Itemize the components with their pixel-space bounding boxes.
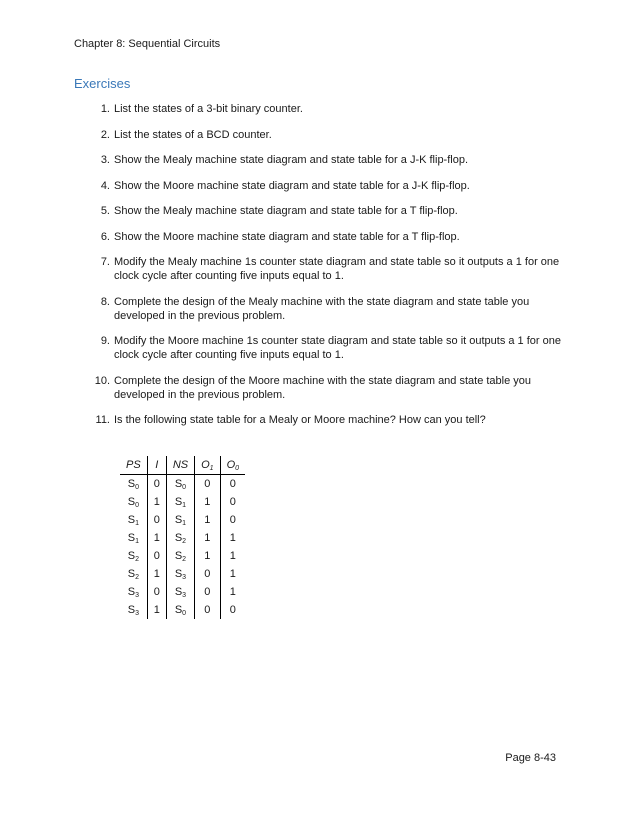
header-ns bbox=[166, 456, 194, 475]
cell-ps-text: S bbox=[127, 549, 136, 562]
cell-ns-text: S bbox=[174, 495, 183, 508]
exercise-number: 2. bbox=[100, 128, 110, 141]
header-o0-label: O bbox=[226, 458, 236, 471]
cell-o1 bbox=[195, 529, 220, 547]
table-row bbox=[120, 511, 245, 529]
cell-ps bbox=[120, 601, 147, 619]
cell-o1 bbox=[195, 493, 220, 511]
cell-ns-sub: 3 bbox=[182, 573, 187, 581]
cell-i-text: 1 bbox=[153, 604, 160, 616]
list-item bbox=[92, 204, 562, 218]
exercise-text: Show the Mealy machine state diagram and state table for a T flip-flop. bbox=[114, 205, 458, 217]
cell-ps bbox=[120, 583, 147, 601]
table-row bbox=[120, 601, 245, 619]
list-item bbox=[92, 413, 562, 427]
cell-o0 bbox=[220, 583, 245, 601]
cell-o0 bbox=[220, 565, 245, 583]
exercise-text: Modify the Moore machine 1s counter state diagram and state table so it outputs a 1 for one clock cycle after counting five inputs equal to 1. bbox=[114, 335, 561, 361]
cell-o0-text: 0 bbox=[229, 604, 236, 616]
cell-o1-text: 1 bbox=[204, 514, 211, 526]
list-item bbox=[92, 334, 562, 362]
exercise-number: 11. bbox=[95, 414, 110, 426]
cell-ps-sub: 2 bbox=[135, 555, 139, 563]
cell-o1-text: 0 bbox=[204, 586, 211, 598]
exercise-number: 1. bbox=[100, 103, 110, 115]
cell-ps-sub: 0 bbox=[135, 483, 139, 491]
cell-o1-text: 1 bbox=[204, 550, 211, 562]
cell-i bbox=[147, 511, 166, 529]
exercise-number: 8. bbox=[100, 295, 110, 308]
cell-ns-sub: 2 bbox=[182, 555, 187, 563]
cell-ns bbox=[166, 475, 194, 494]
exercise-number: 7. bbox=[100, 256, 110, 268]
cell-o1 bbox=[195, 565, 220, 583]
cell-ns-sub: 0 bbox=[182, 609, 187, 617]
exercise-number: 4. bbox=[100, 179, 110, 192]
table-header-row bbox=[120, 456, 245, 475]
table-row bbox=[120, 565, 245, 583]
cell-o1-text: 0 bbox=[204, 604, 211, 616]
list-item bbox=[92, 255, 562, 283]
cell-ns bbox=[166, 565, 194, 583]
list-item bbox=[92, 128, 562, 142]
cell-ns bbox=[166, 493, 194, 511]
cell-ns-text: S bbox=[174, 603, 183, 616]
cell-ns-text: S bbox=[174, 531, 183, 544]
cell-o0 bbox=[220, 601, 245, 619]
exercise-text: Is the following state table for a Mealy or Moore machine? How can you tell? bbox=[114, 414, 486, 426]
cell-i bbox=[147, 475, 166, 494]
cell-i-text: 0 bbox=[153, 514, 160, 526]
header-ns-label: NS bbox=[172, 459, 189, 471]
cell-i-text: 0 bbox=[153, 478, 160, 490]
exercise-number: 10. bbox=[94, 374, 110, 387]
table-row bbox=[120, 547, 245, 565]
table-row bbox=[120, 493, 245, 511]
cell-o1 bbox=[195, 547, 220, 565]
cell-ps bbox=[120, 529, 147, 547]
cell-ps bbox=[120, 565, 147, 583]
cell-o0-text: 0 bbox=[229, 478, 236, 490]
cell-i bbox=[147, 529, 166, 547]
exercise-text: Modify the Mealy machine 1s counter state diagram and state table so it outputs a 1 for one clock cycle after counting five inputs equal to 1. bbox=[114, 256, 560, 282]
cell-o0-text: 1 bbox=[229, 568, 236, 580]
cell-o0-text: 0 bbox=[229, 496, 236, 508]
exercise-number: 9. bbox=[100, 335, 110, 347]
cell-ns bbox=[166, 601, 194, 619]
exercise-number: 6. bbox=[100, 230, 110, 243]
cell-ps bbox=[120, 475, 147, 494]
cell-ps bbox=[120, 493, 147, 511]
cell-ns bbox=[166, 529, 194, 547]
cell-ps-text: S bbox=[127, 585, 136, 598]
cell-o1-text: 0 bbox=[204, 478, 211, 490]
header-o1-label: O bbox=[201, 458, 210, 471]
cell-i-text: 0 bbox=[153, 550, 160, 562]
cell-i bbox=[147, 565, 166, 583]
cell-ps bbox=[120, 547, 147, 565]
section-title: Exercises bbox=[74, 76, 131, 91]
cell-ns-text: S bbox=[174, 549, 183, 562]
cell-o0-text: 1 bbox=[229, 532, 236, 544]
cell-ns bbox=[166, 511, 194, 529]
cell-o1-text: 1 bbox=[204, 532, 211, 544]
cell-ps-sub: 3 bbox=[135, 591, 139, 599]
cell-ps-text: S bbox=[127, 477, 136, 490]
cell-i-text: 0 bbox=[153, 586, 160, 598]
cell-ps-text: S bbox=[127, 513, 136, 526]
cell-o1 bbox=[195, 601, 220, 619]
table-row bbox=[120, 529, 245, 547]
cell-i-text: 1 bbox=[153, 532, 160, 544]
cell-o0 bbox=[220, 493, 245, 511]
cell-o0-text: 1 bbox=[229, 550, 236, 562]
cell-ps-text: S bbox=[127, 603, 136, 616]
cell-ns-text: S bbox=[174, 585, 183, 598]
cell-ps-sub: 1 bbox=[135, 519, 139, 527]
list-item bbox=[92, 374, 562, 402]
cell-o1-text: 0 bbox=[204, 568, 211, 580]
cell-ps-text: S bbox=[127, 531, 136, 544]
cell-ns bbox=[166, 547, 194, 565]
cell-o1 bbox=[195, 475, 220, 494]
cell-ps-sub: 2 bbox=[135, 573, 139, 581]
list-item bbox=[92, 153, 562, 167]
header-o1 bbox=[195, 456, 220, 475]
cell-i-text: 1 bbox=[153, 568, 160, 580]
cell-i bbox=[147, 601, 166, 619]
cell-ns-sub: 0 bbox=[182, 483, 187, 491]
cell-i bbox=[147, 493, 166, 511]
cell-i-text: 1 bbox=[153, 496, 160, 508]
exercise-text: Complete the design of the Moore machine with the state diagram and state table you developed in the previous problem. bbox=[114, 374, 532, 401]
list-item bbox=[92, 295, 562, 323]
cell-ps-sub: 3 bbox=[135, 609, 139, 617]
cell-o0 bbox=[220, 529, 245, 547]
cell-ns-sub: 1 bbox=[182, 519, 187, 527]
header-o1-sub: 1 bbox=[209, 464, 214, 472]
cell-o0 bbox=[220, 511, 245, 529]
table-row bbox=[120, 583, 245, 601]
cell-o1 bbox=[195, 511, 220, 529]
exercise-number: 3. bbox=[100, 154, 110, 166]
exercise-text: Show the Moore machine state diagram and state table for a T flip-flop. bbox=[114, 230, 460, 243]
header-i: I bbox=[147, 456, 166, 475]
page-number: Page 8-43 bbox=[505, 752, 556, 764]
table-row bbox=[120, 475, 245, 494]
cell-ns-text: S bbox=[174, 567, 183, 580]
header-o0-sub: 0 bbox=[235, 464, 240, 472]
cell-o0-text: 1 bbox=[229, 586, 236, 598]
cell-ns-sub: 1 bbox=[182, 501, 187, 509]
cell-ps-text: S bbox=[127, 495, 136, 508]
exercise-text: Show the Mealy machine state diagram and state table for a J-K flip-flop. bbox=[114, 154, 469, 166]
cell-ns-sub: 3 bbox=[182, 591, 187, 599]
cell-ns-text: S bbox=[174, 477, 183, 490]
cell-ns bbox=[166, 583, 194, 601]
cell-o0-text: 0 bbox=[229, 514, 236, 526]
cell-o1 bbox=[195, 583, 220, 601]
exercise-text: Show the Moore machine state diagram and state table for a J-K flip-flop. bbox=[114, 179, 470, 192]
cell-ps-sub: 0 bbox=[135, 501, 139, 509]
list-item bbox=[92, 179, 562, 193]
exercise-number: 5. bbox=[100, 205, 110, 217]
exercise-text: List the states of a 3-bit binary counter. bbox=[114, 103, 303, 115]
chapter-header: Chapter 8: Sequential Circuits bbox=[74, 38, 221, 50]
cell-ps bbox=[120, 511, 147, 529]
list-item bbox=[92, 102, 562, 116]
cell-o0 bbox=[220, 547, 245, 565]
cell-o1-text: 1 bbox=[204, 496, 211, 508]
cell-ns-sub: 2 bbox=[182, 537, 187, 545]
exercise-list bbox=[92, 102, 562, 439]
cell-i bbox=[147, 547, 166, 565]
exercise-text: Complete the design of the Mealy machine with the state diagram and state table you developed in the previous problem. bbox=[114, 295, 530, 322]
cell-ps-sub: 1 bbox=[135, 537, 139, 545]
header-o0 bbox=[220, 456, 245, 475]
list-item bbox=[92, 230, 562, 244]
exercise-text: List the states of a BCD counter. bbox=[114, 128, 272, 141]
cell-ns-text: S bbox=[174, 513, 183, 526]
cell-o0 bbox=[220, 475, 245, 494]
cell-i bbox=[147, 583, 166, 601]
cell-ps-text: S bbox=[127, 567, 136, 580]
header-ps: PS bbox=[120, 456, 147, 475]
state-table bbox=[120, 456, 245, 619]
state-table-body bbox=[120, 475, 245, 620]
